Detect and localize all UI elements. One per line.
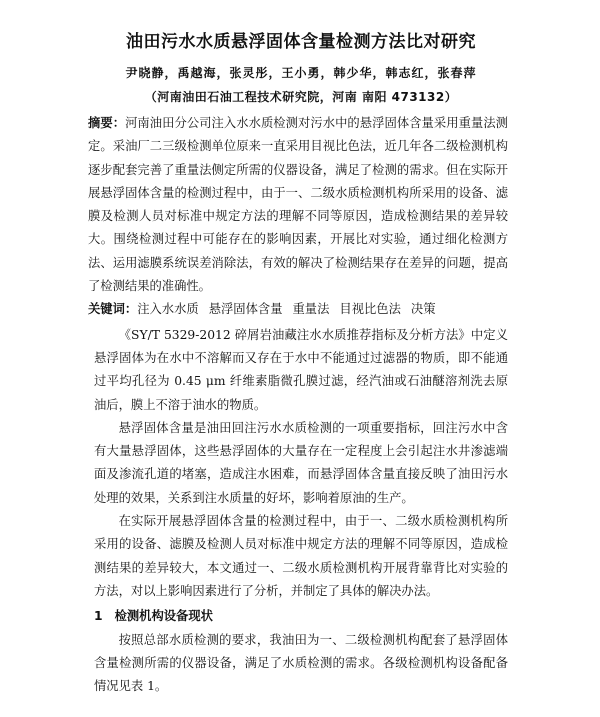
keyword: 悬浮固体含量: [208, 302, 283, 317]
section-number: 1: [94, 609, 103, 624]
author-list: 尹晓静，禹越海，张灵彤，王小勇，韩少华，韩志红，张春萍: [125, 66, 477, 80]
abstract-text: 河南油田分公司注入水水质检测对污水中的悬浮固体含量采用重量法测定。采油厂二三级检测单位原来一直采用目视比色法，近几年各二级检测机构逐步配套完善了重量法侧定所需的仪器设备，满足了检测的需求。但在实际开展悬浮固体含量的检测过程中，由于一、二级水质检测机构所采用的设备、滤膜及检测人员对标准中规定方法的理解不同等原因，造成检测结果的差异较大。围绕检测过程中可能存在的影响因素，开展比对实验，通过细化检测方法、运用滤膜系统误差消除法，有效的解决了检测结果存在差异的问题，提高了检测结果的准确性。: [88, 116, 508, 294]
body-paragraph: 在实际开展悬浮固体含量的检测过程中，由于一、二级水质检测机构所采用的设备、滤膜及检测人员对标准中规定方法的理解不同等原因，造成检测结果的差异较大，本文通过一、二级水质检测机构开展背靠背比对实验的方法，对以上影响因素进行了分析，并制定了具体的解决办法。: [94, 514, 508, 598]
abstract-label: 摘要：: [88, 116, 126, 130]
section-title: 检测机构设备现状: [114, 609, 213, 624]
abstract: [88, 112, 508, 298]
keyword: 决策: [410, 302, 436, 317]
section-heading: [94, 605, 508, 628]
body-paragraph: 《SY/T 5329-2012 碎屑岩油藏注水水质推荐指标及分析方法》中定义悬浮固体为在水中不溶解而又存在于水中不能通过过滤器的物质，即不能通过平均孔径为 0.45 μm 纤维素脂微孔膜过滤，经汽油或石油醚溶剂洗去原油后，膜上不溶于油水的物质。: [94, 327, 508, 412]
keyword: 目视比色法: [339, 302, 401, 317]
paper-title: 油田污水水质悬浮固体含量检测方法比对研究: [126, 32, 476, 52]
body-paragraph: 按照总部水质检测的要求，我油田为一、二级检测机构配套了悬浮固体含量检测所需的仪器设备，满足了水质检测的需求。各级检测机构设备配备情况见表 1。: [94, 632, 508, 694]
affiliation: （河南油田石油工程技术研究院，河南 南阳 473132）: [144, 90, 458, 104]
keyword: 注入水水质: [137, 302, 199, 317]
keyword: 重量法: [292, 302, 330, 317]
keywords: [88, 298, 508, 321]
keywords-label: 关键词：: [88, 302, 138, 317]
body-paragraph: 悬浮固体含量是油田回注污水水质检测的一项重要指标，回注污水中含有大量悬浮固体，这些悬浮固体的大量存在一定程度上会引起注水井渗滤端面及渗流孔道的堵塞，造成注水困难，而悬浮固体含量直接反映了油田污水处理的效果，关系到注水质量的好坏，影响着原油的生产。: [94, 420, 508, 505]
